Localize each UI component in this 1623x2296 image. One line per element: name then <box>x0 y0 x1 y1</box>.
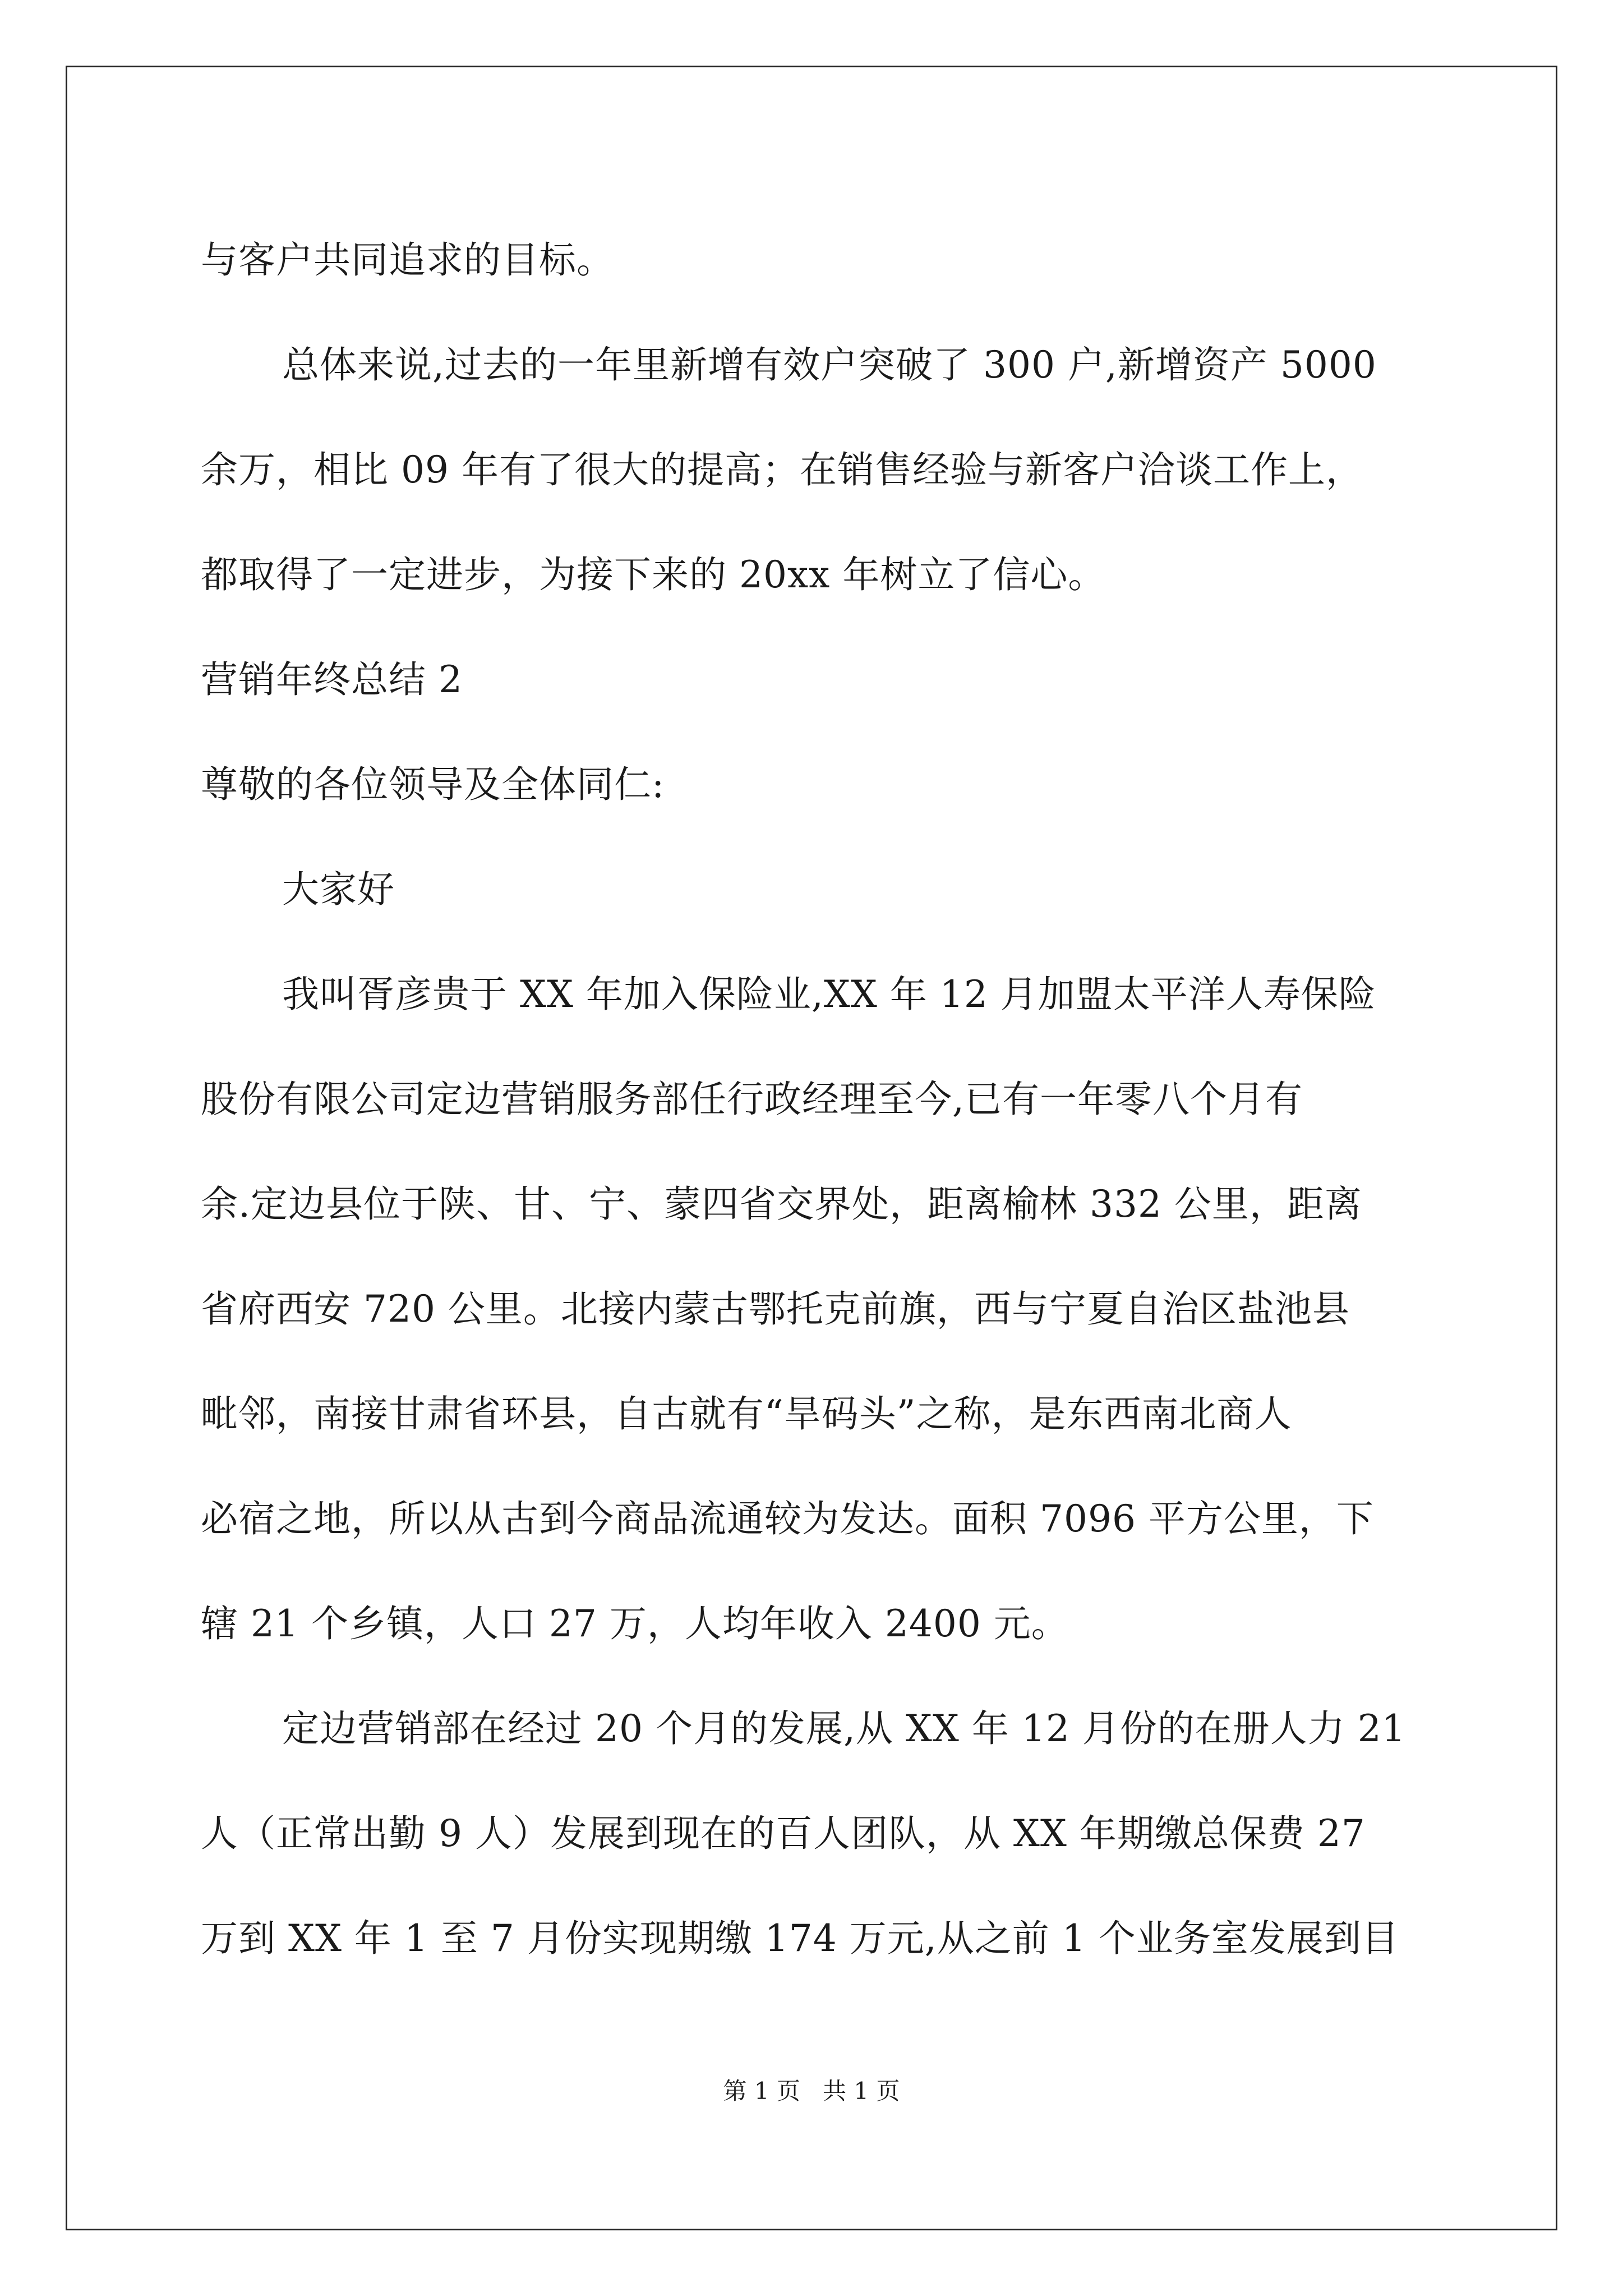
paragraph-line-15: 定边营销部在经过 20 个月的发展,从 XX 年 12 月份的在册人力 21 <box>282 1707 1406 1750</box>
paragraph-line-11: 省府西安 720 公里。北接内蒙古鄂托克前旗，西与宁夏自治区盐池县 <box>201 1287 1350 1331</box>
paragraph-line-12: 毗邻，南接甘肃省环县，自古就有“旱码头”之称，是东西南北商人 <box>201 1392 1292 1435</box>
paragraph-line-4: 都取得了一定进步，为接下来的 20xx 年树立了信心。 <box>201 553 1106 596</box>
salutation: 尊敬的各位领导及全体同仁: <box>201 763 665 806</box>
paragraph-line-13: 必宿之地，所以从古到今商品流通较为发达。面积 7096 平方公里，下 <box>201 1497 1374 1540</box>
page-footer: 第 1 页 共 1 页 <box>723 2077 900 2105</box>
document-body <box>201 208 1437 1991</box>
paragraph-line-3: 余万，相比 09 年有了很大的提高；在销售经验与新客户洽谈工作上， <box>201 448 1363 491</box>
paragraph-line-14: 辖 21 个乡镇，人口 27 万，人均年收入 2400 元。 <box>201 1602 1069 1645</box>
paragraph-line-16: 人（正常出勤 9 人）发展到现在的百人团队，从 XX 年期缴总保费 27 <box>201 1812 1366 1855</box>
paragraph-line-9: 股份有限公司定边营销服务部任行政经理至今,已有一年零八个月有 <box>201 1078 1303 1121</box>
paragraph-line-2: 总体来说,过去的一年里新增有效户突破了 300 户,新增资产 5000 <box>282 343 1377 386</box>
paragraph-line-10: 余.定边县位于陕、甘、宁、蒙四省交界处，距离榆林 332 公里，距离 <box>201 1182 1362 1226</box>
section-heading: 营销年终总结 2 <box>201 658 463 701</box>
paragraph-line-1: 与客户共同追求的目标。 <box>201 238 614 282</box>
paragraph-line-17: 万到 XX 年 1 至 7 月份实现期缴 174 万元,从之前 1 个业务室发展到目 <box>201 1917 1399 1960</box>
paragraph-line-8: 我叫胥彦贵于 XX 年加入保险业,XX 年 12 月加盟太平洋人寿保险 <box>282 973 1376 1016</box>
greeting: 大家好 <box>282 868 395 911</box>
